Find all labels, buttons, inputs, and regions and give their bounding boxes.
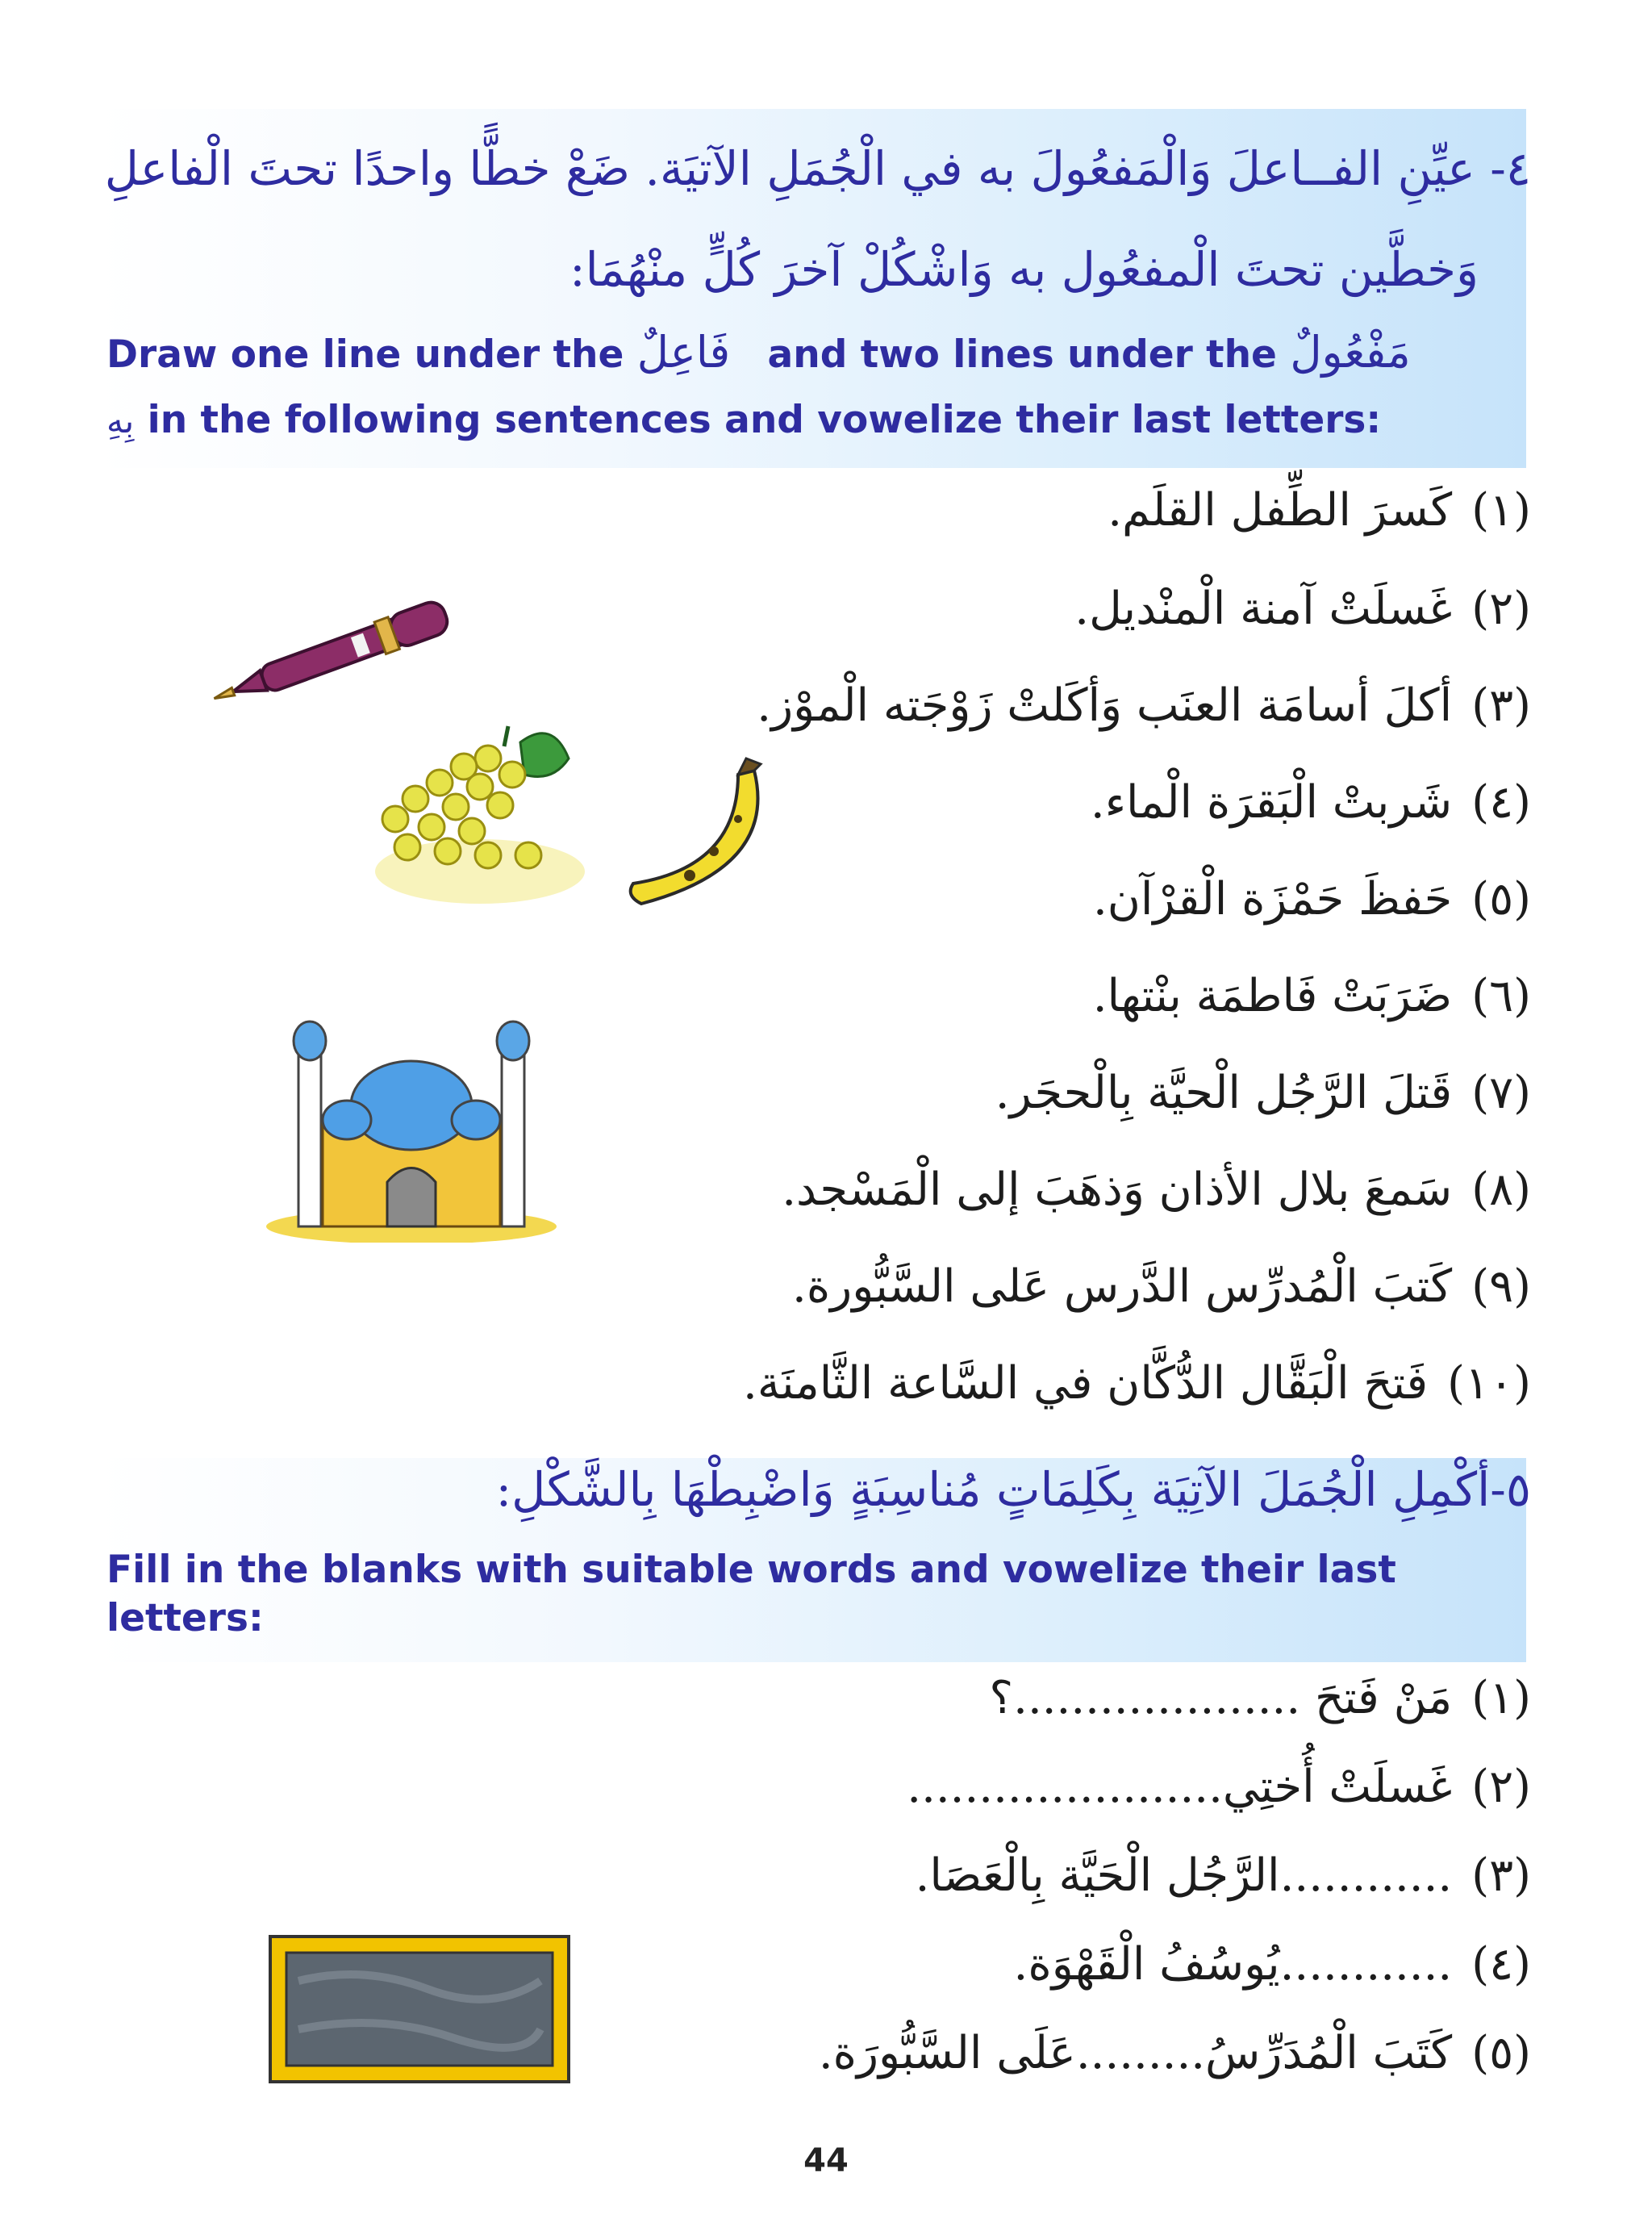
exercise5-sentence bbox=[907, 1761, 1531, 1813]
page-number: 44 bbox=[803, 2142, 849, 2179]
sentence-text: ضَرَبَتْ فَاطمَة بنْتها. bbox=[1092, 970, 1453, 1022]
sentence-text: كَتَبَ الْمُدَرِّسُ.........عَلَى السَّبُّورَة. bbox=[818, 2027, 1453, 2079]
exercise5-sentence bbox=[819, 2027, 1531, 2079]
exercise5-sentence bbox=[989, 1672, 1531, 1724]
exercise4-sentence bbox=[743, 1357, 1531, 1410]
sentence-text: كَسرَ الطِّفل القلَم. bbox=[1108, 484, 1453, 537]
exercise4-sentence bbox=[782, 1164, 1531, 1216]
sentence-number: (٣) bbox=[1471, 679, 1531, 732]
sentence-text: مَنْ فَتحَ ....................؟ bbox=[989, 1672, 1453, 1724]
sentence-text: ............الرَّجُل الْحَيَّة بِالْعَصَا. bbox=[915, 1849, 1453, 1902]
sentence-number: (٤) bbox=[1471, 1938, 1531, 1991]
pen-icon bbox=[210, 593, 492, 706]
exercise4-sentence bbox=[757, 679, 1531, 732]
exercise4-sentence bbox=[1108, 484, 1531, 537]
sentence-text: سَمعَ بلال الأذان وَذهَبَ إلى الْمَسْجد. bbox=[782, 1164, 1453, 1216]
sentence-number: (٢) bbox=[1471, 1761, 1531, 1813]
sentence-text: حَفظَ حَمْزَة الْقرْآن. bbox=[1092, 873, 1453, 925]
sentence-number: (٩) bbox=[1471, 1260, 1531, 1313]
exercise4-sentence bbox=[1093, 970, 1531, 1022]
sentence-number: (٦) bbox=[1471, 970, 1531, 1022]
exercise4-instruction-line2 bbox=[106, 398, 1381, 442]
sentence-number: (٤) bbox=[1471, 776, 1531, 829]
exercise4-sentence bbox=[1091, 776, 1531, 829]
sentence-text: أكلَ أسامَة العنَب وَأكَلتْ زَوْجَته الْموْز. bbox=[757, 679, 1453, 732]
exercise5-heading: ٥-أكْمِلِ الْجُمَلَ الآتِيَة بِكَلِمَاتٍ مُناسِبَةٍ وَاضْبِطْهَا بِالشَّكْلِ: bbox=[495, 1462, 1531, 1517]
exercise4-instruction-line1 bbox=[106, 327, 1411, 378]
exercise4-sentence bbox=[1074, 583, 1531, 635]
instruction-text: and two lines under the bbox=[767, 332, 1277, 377]
sentence-text: شَربتْ الْبَقرَة الْماء. bbox=[1090, 776, 1453, 829]
sentence-number: (٨) bbox=[1471, 1164, 1531, 1216]
instruction-text: Draw one line under the bbox=[106, 332, 624, 377]
sentence-text: ............يُوسُفُ الْقَهْوَة. bbox=[1013, 1938, 1453, 1991]
sentence-number: (١٠) bbox=[1447, 1357, 1531, 1410]
sentence-number: (٥) bbox=[1471, 2027, 1531, 2079]
exercise4-sentence bbox=[995, 1067, 1531, 1119]
sentence-number: (٢) bbox=[1471, 583, 1531, 635]
grapes-icon bbox=[367, 710, 593, 912]
sentence-text: غَسلَتْ أُختِي...................... bbox=[907, 1761, 1453, 1813]
exercise5-instruction-line1: Fill in the blanks with suitable words and vowelize their last bbox=[106, 1548, 1396, 1592]
sentence-number: (١) bbox=[1471, 484, 1531, 537]
sentence-number: (٥) bbox=[1471, 873, 1531, 925]
chalkboard-icon bbox=[266, 1932, 573, 2086]
exercise4-sentence bbox=[792, 1260, 1531, 1313]
sentence-number: (٧) bbox=[1471, 1067, 1531, 1119]
instruction-arabic-bihi: بِهِ bbox=[106, 401, 135, 441]
banana-icon bbox=[617, 754, 778, 916]
mosque-icon bbox=[258, 1001, 565, 1243]
exercise4-heading-line1: ٤- عيِّنِ الفــاعلَ وَالْمَفعُولَ به في الْجُمَلِ الآتيَة. ضَعْ خطًّا واحدًا تحتَ الْفاعلِ bbox=[104, 141, 1531, 196]
instruction-arabic-mafool: مَفْعُولٌ bbox=[1290, 327, 1411, 378]
exercise5-sentence bbox=[1014, 1938, 1531, 1991]
sentence-text: فَتحَ الْبَقَّال الدُّكَّان في السَّاعة الثَّامنَة. bbox=[743, 1357, 1429, 1410]
exercise5-instruction-line2: letters: bbox=[106, 1596, 264, 1640]
sentence-text: كَتبَ الْمُدرِّس الدَّرس عَلى السَّبُّورة. bbox=[792, 1260, 1453, 1313]
exercise5-sentence bbox=[916, 1849, 1531, 1902]
sentence-number: (٣) bbox=[1471, 1849, 1531, 1902]
instruction-text: in the following sentences and vowelize their last letters: bbox=[147, 398, 1382, 442]
sentence-text: غَسلَتْ آمنة الْمنْديل. bbox=[1074, 583, 1453, 635]
exercise4-heading-line2: وَخطَّين تحتَ الْمفعُول به وَاشْكُلْ آخرَ كُلٍّ منْهُمَا: bbox=[569, 242, 1479, 297]
sentence-text: قَتلَ الرَّجُل الْحيَّة بِالْحجَر. bbox=[995, 1067, 1453, 1119]
exercise4-sentence bbox=[1093, 873, 1531, 925]
sentence-number: (١) bbox=[1471, 1672, 1531, 1724]
instruction-arabic-faail: فَاعِلٌ bbox=[636, 327, 731, 378]
